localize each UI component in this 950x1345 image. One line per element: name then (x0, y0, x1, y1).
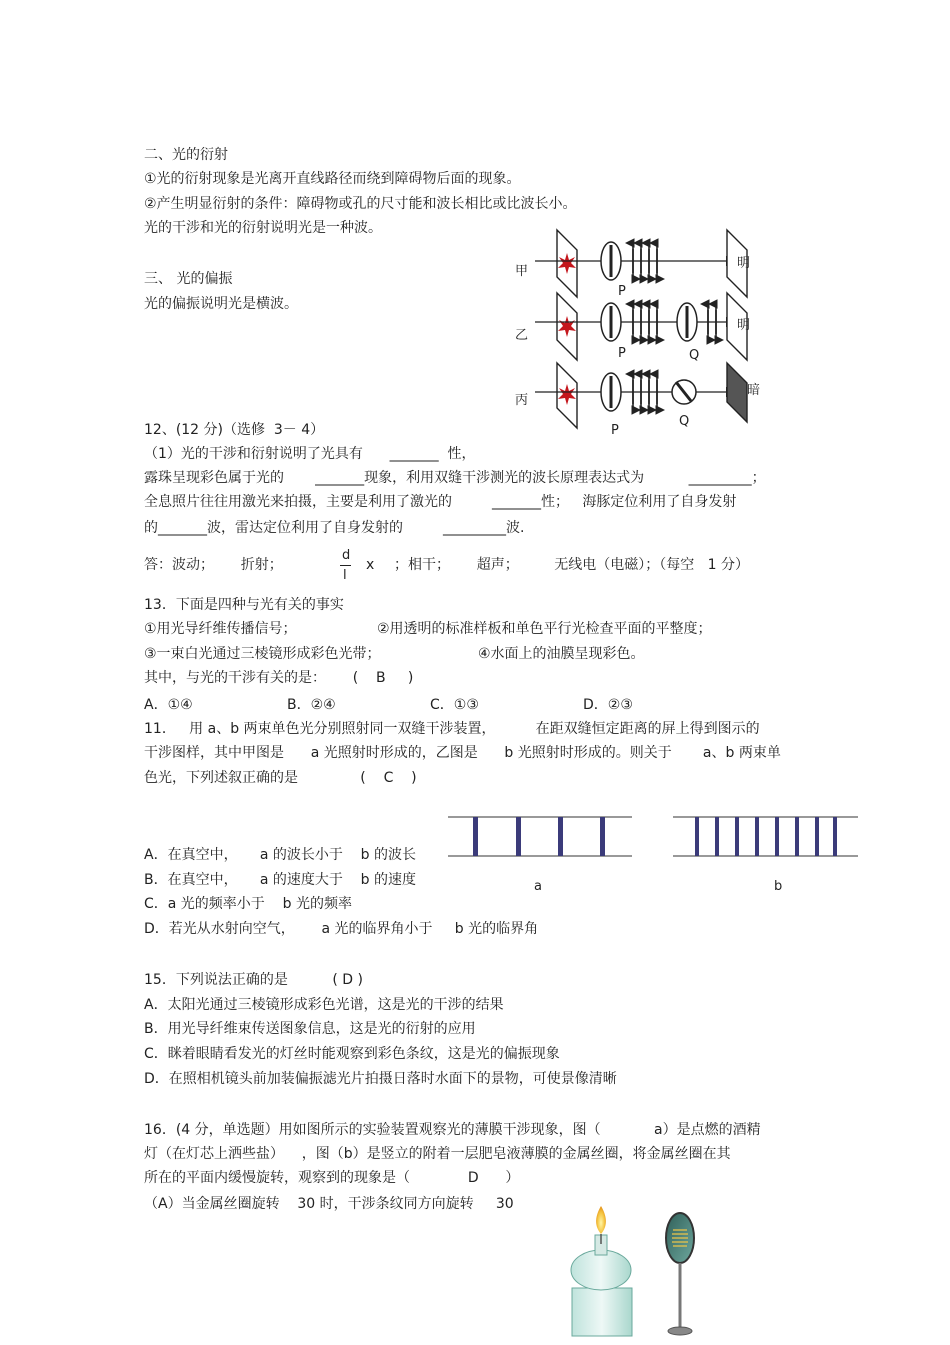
row-bing (515, 363, 760, 438)
row-label: 甲 (515, 264, 529, 279)
option-A: A．太阳光通过三棱镜形成彩色光谱，这是光的干涉的结果 (144, 997, 504, 1013)
fraction-denominator: l (343, 568, 347, 583)
fact-3: ③一束白光通过三棱镜形成彩色光带； (144, 646, 381, 662)
option-B: B．用光导纤维束传送图象信息，这是光的衍射的应用 (144, 1021, 476, 1037)
fringe-line (815, 817, 819, 856)
alcohol-lamp-icon (571, 1206, 632, 1336)
fringe-line (473, 817, 478, 856)
fraction-numerator: d (342, 548, 351, 563)
fringe-line (516, 817, 521, 856)
question-16-text: 16．(4 分，单选题）用如图所示的实验装置观察光的薄膜干涉现象，图（ a）是点燃的酒精 (144, 1122, 761, 1138)
option-C: C．眯着眼睛看发光的灯丝时能观察到彩色条纹，这是光的偏振现象 (144, 1046, 560, 1062)
screen-dark (727, 363, 747, 422)
fringe-line (795, 817, 799, 856)
fringe-line (558, 817, 563, 856)
text-line: 光的干涉和光的衍射说明光是一种波。 (144, 220, 382, 236)
wire-loop-icon (666, 1213, 694, 1335)
option-A: （A）当金属丝圈旋转 30 时，干涉条纹同方向旋转 30 (144, 1196, 514, 1212)
thin-film-apparatus-figure (567, 1200, 712, 1340)
fringe-line (755, 817, 759, 856)
fringe-line (735, 817, 739, 856)
option-A: A．①④ (144, 697, 193, 713)
fact-4: ④水面上的油膜呈现彩色。 (478, 646, 645, 662)
question-text: 全息照片往往用激光来拍摄，主要是利用了激光的 _______性； 海豚定位利用了自身发射 (144, 494, 737, 510)
fringe-line (600, 817, 605, 856)
question-11-text: 11． 用 a、b 两束单色光分别照射同一双缝干涉装置， 在距双缝恒定距离的屏上得到图示的 (144, 721, 760, 737)
fringe-line (833, 817, 837, 856)
question-text: 所在的平面内缓慢旋转，观察到的现象是（ D ） (144, 1170, 520, 1186)
row-jia (515, 230, 750, 299)
fraction-bar (340, 565, 351, 566)
section-diffraction-title: 二、光的衍射 (144, 147, 228, 163)
question-text: 露珠呈现彩色属于光的 _______现象，利用双缝干涉测光的波长原理表达式为 _________； (144, 470, 766, 486)
option-B: B．②④ (287, 697, 336, 713)
fringe-patterns (440, 810, 870, 900)
fringe-line (775, 817, 779, 856)
option-B: B．在真空中， a 的速度大于 b 的速度 (144, 872, 417, 888)
analyzer-label: Q (679, 414, 690, 429)
polarizer-label: P (611, 423, 619, 438)
question-15-heading: 15．下列说法正确的是 ( D ) (144, 972, 363, 988)
fringe-label: b (774, 879, 783, 894)
option-D: D．②③ (583, 697, 633, 713)
analyzer-label: Q (689, 348, 700, 363)
screen-label: 明 (737, 256, 751, 271)
polarization-diagram (505, 225, 785, 440)
text-line: 光的偏振说明光是横波。 (144, 296, 298, 312)
question-text: 色光，下列述叙正确的是 ( C ) (144, 770, 417, 786)
row-label: 乙 (515, 328, 529, 343)
screen-label: 暗 (747, 383, 761, 398)
answer-line-start: 答：波动； 折射； (144, 557, 283, 573)
option-D: D．若光从水射向空气， a 光的临界角小于 b 光的临界角 (144, 921, 539, 937)
question-12-heading: 12、(12 分)（选修 3－ 4） (144, 422, 325, 438)
screen-label: 明 (737, 318, 751, 333)
question-text: 的_______波，雷达定位利用了自身发射的 _________波. (144, 520, 525, 536)
fringe-pattern-a (448, 817, 632, 894)
answer-variable: x (366, 557, 375, 573)
row-yi (515, 293, 750, 363)
fact-1: ①用光导纤维传播信号； (144, 621, 297, 637)
text-line: ①光的衍射现象是光离开直线路径而绕到障碍物后面的现象。 (144, 171, 521, 187)
answer-line-end: ；相干； 超声； 无线电（电磁）；（每空 1 分） (394, 557, 750, 573)
question-13-heading: 13．下面是四种与光有关的事实 (144, 597, 344, 613)
option-A: A．在真空中， a 的波长小于 b 的波长 (144, 847, 416, 863)
option-C: C．a 光的频率小于 b 光的频率 (144, 896, 352, 912)
section-polarization-title: 三、 光的偏振 (144, 271, 233, 287)
question-text: （1）光的干涉和衍射说明了光具有 _______ 性， (144, 446, 476, 462)
row-label: 丙 (515, 393, 529, 408)
fact-2: ②用透明的标准样板和单色平行光检查平面的平整度； (377, 621, 712, 637)
question-text: 干涉图样，其中甲图是 a 光照射时形成的，乙图是 b 光照射时形成的。则关于 a、b 两束单 (144, 745, 781, 761)
option-C: C．①③ (430, 697, 479, 713)
option-D: D．在照相机镜头前加装偏振滤光片拍摄日落时水面下的景物，可使景像清晰 (144, 1071, 617, 1087)
polarizer-label: P (618, 346, 626, 361)
question-text: 灯（在灯芯上洒些盐） ，图（b）是竖立的附着一层肥皂液薄膜的金属丝圈，将金属丝圈在其 (144, 1146, 731, 1162)
fringe-line (715, 817, 719, 856)
polarizer-label: P (618, 284, 626, 299)
text-line: ②产生明显衍射的条件：障碍物或孔的尺寸能和波长相比或比波长小。 (144, 196, 577, 212)
fringe-pattern-b (673, 817, 858, 894)
fringe-label: a (534, 879, 542, 894)
fringe-line (695, 817, 699, 856)
question-ask: 其中，与光的干涉有关的是： ( B ) (144, 670, 414, 686)
